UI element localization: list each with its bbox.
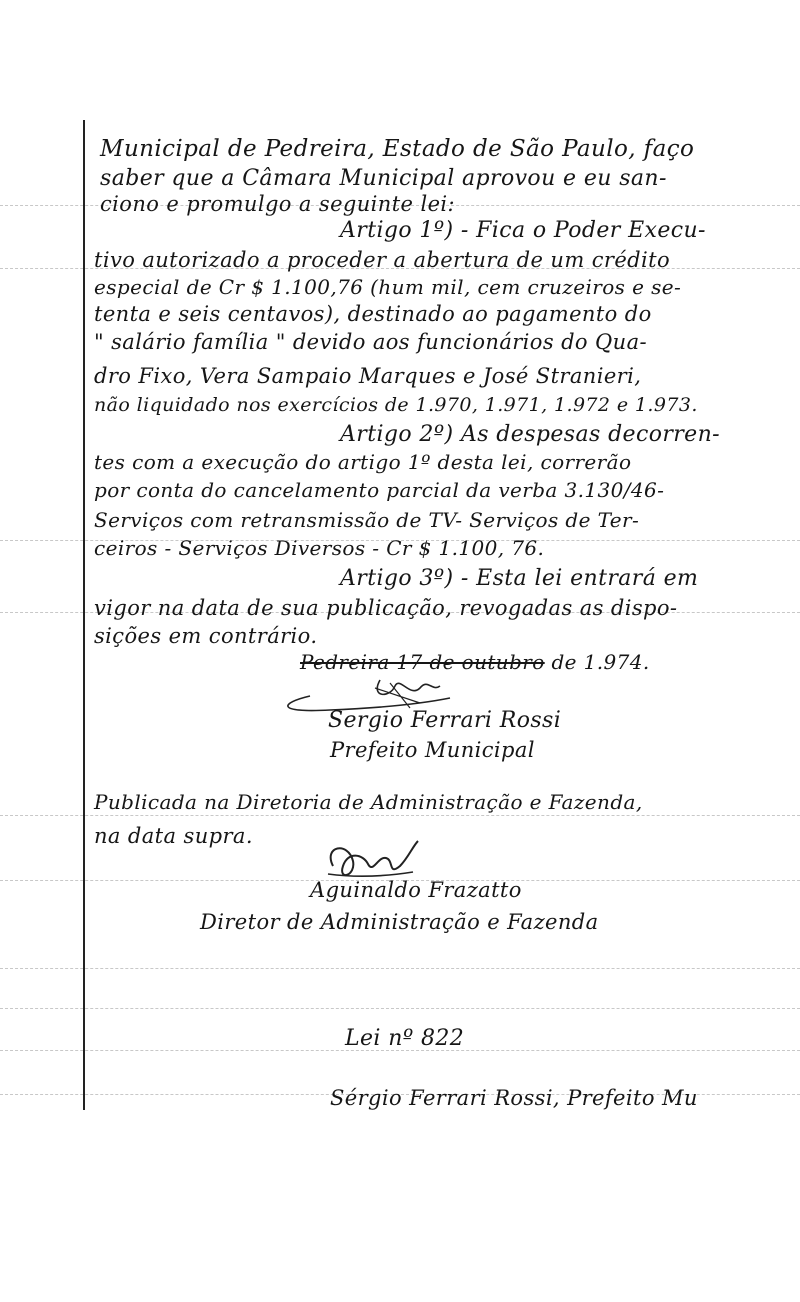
article-2-heading: Artigo 2º) As despesas decorren- (340, 422, 720, 447)
next-law-heading: Lei nº 822 (345, 1026, 465, 1051)
law-line-8: " salário família " devido aos funcionários do Qua- (94, 330, 648, 354)
law-line-13: por conta do cancelamento parcial da verba 3.130/46- (94, 478, 665, 502)
law-line-7: tenta e seis centavos), destinado ao pagamento do (94, 302, 652, 326)
ruling-line (0, 968, 800, 969)
place-date-year: de 1.974. (544, 650, 650, 674)
margin-rule (83, 120, 85, 1110)
next-law-opening: Sérgio Ferrari Rossi, Prefeito Mu (330, 1086, 698, 1110)
publication-line-1: Publicada na Diretoria de Administração e Fazenda, (94, 790, 643, 814)
ruling-line (0, 1008, 800, 1009)
ruling-line (0, 815, 800, 816)
publication-line-2: na data supra. (94, 824, 253, 848)
director-name: Aguinaldo Frazatto (310, 878, 522, 902)
place-date-struck: Pedreira 17 de outubro (300, 650, 545, 674)
law-line-1: Municipal de Pedreira, Estado de São Paulo, faço (100, 136, 695, 162)
law-line-3: ciono e promulgo a seguinte lei: (100, 192, 455, 216)
law-line-2: saber que a Câmara Municipal aprovou e eu san- (100, 166, 667, 191)
mayor-name: Sergio Ferrari Rossi (328, 708, 562, 733)
law-line-15: ceiros - Serviços Diversos - Cr $ 1.100, 76. (94, 536, 545, 560)
article-1-heading: Artigo 1º) - Fica o Poder Execu- (340, 218, 706, 243)
law-line-14: Serviços com retransmissão de TV- Serviços de Ter- (94, 508, 640, 532)
law-line-17: vigor na data de sua publicação, revogadas as dispo- (94, 596, 678, 620)
law-line-6: especial de Cr $ 1.100,76 (hum mil, cem cruzeiros e se- (94, 275, 682, 299)
mayor-title: Prefeito Municipal (330, 738, 535, 762)
law-line-10: não liquidado nos exercícios de 1.970, 1.971, 1.972 e 1.973. (94, 394, 698, 416)
law-line-5: tivo autorizado a proceder a abertura de um crédito (94, 248, 671, 272)
law-line-18: sições em contrário. (94, 624, 318, 648)
law-line-9: dro Fixo, Vera Sampaio Marques e José Stranieri, (94, 364, 642, 388)
article-3-heading: Artigo 3º) - Esta lei entrará em (340, 566, 699, 591)
director-title: Diretor de Administração e Fazenda (200, 910, 599, 934)
law-line-12: tes com a execução do artigo 1º desta lei, correrão (94, 450, 632, 474)
